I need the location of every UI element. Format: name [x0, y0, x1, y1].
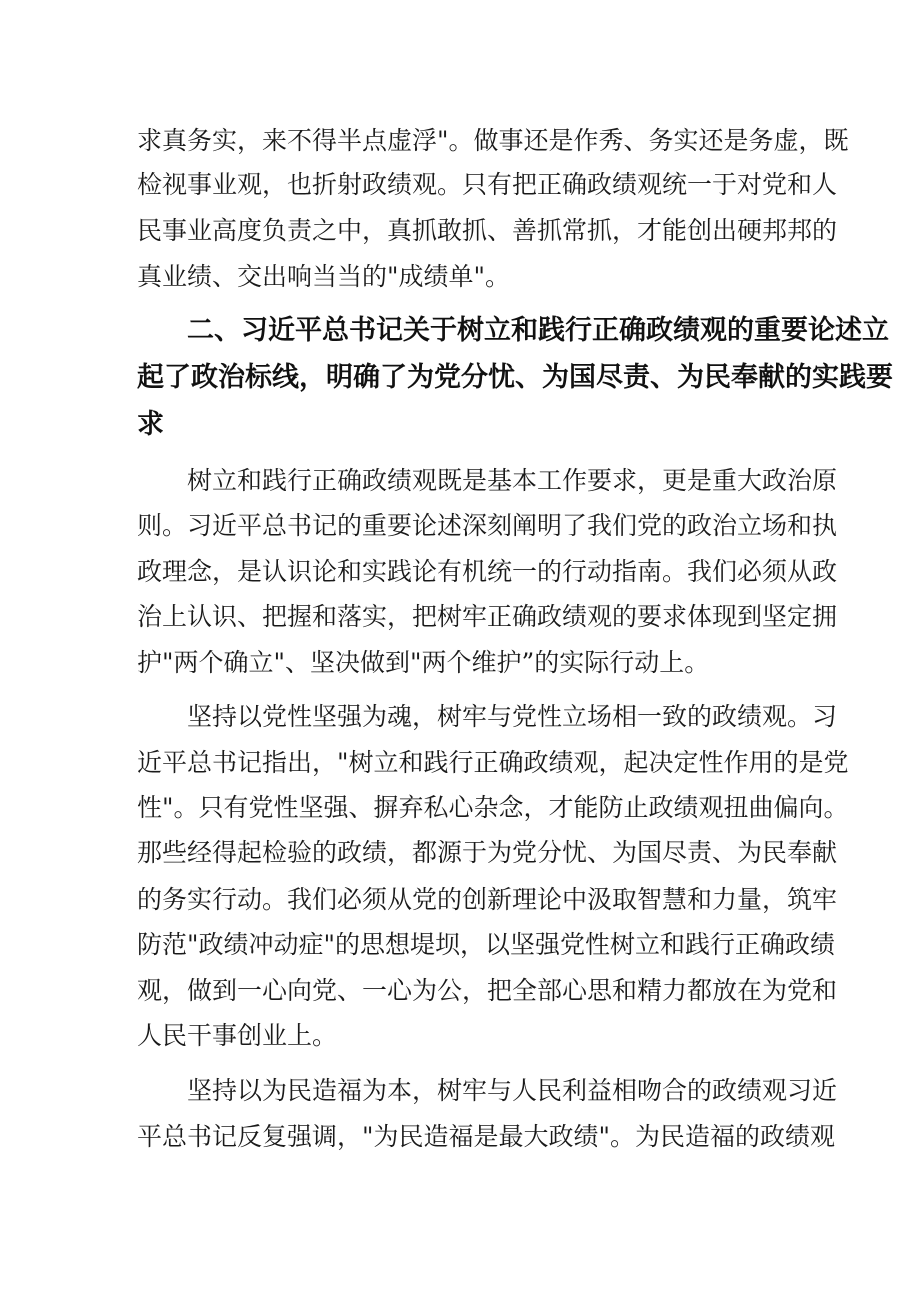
paragraph-2-line-1: 树立和践行正确政绩观既是基本工作要求，更是重大政治原 [187, 466, 838, 495]
text-line [0, 785, 920, 831]
paragraph-1-line-4: 真业绩、交出响当当的"成绩单"。 [137, 262, 510, 291]
text-line [0, 1013, 920, 1059]
text-line [0, 162, 920, 208]
text-line [0, 208, 920, 254]
text-line [0, 458, 920, 504]
text-line [0, 694, 920, 740]
section-heading-line-1: 二、习近平总书记关于树立和践行正确政绩观的重要论述立 [187, 315, 889, 346]
section-heading-line [0, 355, 920, 401]
section-heading-line-3: 求 [137, 409, 164, 440]
paragraph-3-line-4: 那些经得起检验的政绩，都源于为党分忧、为国尽责、为民奉献 [137, 838, 838, 867]
text-line [0, 740, 920, 786]
text-line [0, 830, 920, 876]
paragraph-3-line-2: 近平总书记指出，"树立和践行正确政绩观，起决定性作用的是党 [137, 748, 849, 777]
paragraph-3-line-1: 坚持以党性坚强为魂，树牢与党性立场相一致的政绩观。习 [187, 702, 838, 731]
paragraph-1-line-2: 检视事业观，也折射政绩观。只有把正确政绩观统一于对党和人 [137, 170, 838, 199]
section-heading-line [0, 402, 920, 448]
text-line [0, 549, 920, 595]
text-line [0, 877, 920, 923]
text-line [0, 503, 920, 549]
paragraph-3-line-6: 防范"政绩冲动症"的思想堤坝，以坚强党性树立和践行正确政绩 [137, 930, 836, 959]
paragraph-3-line-5: 的务实行动。我们必须从党的创新理论中汲取智慧和力量，筑牢 [137, 885, 838, 914]
section-heading-line [0, 308, 920, 354]
paragraph-3-line-3: 性"。只有党性坚强、摒弃私心杂念，才能防止政绩观扭曲偏向。 [137, 793, 849, 822]
paragraph-4-line-1: 坚持以为民造福为本，树牢与人民利益相吻合的政绩观习近 [187, 1076, 838, 1105]
paragraph-2-line-4: 治上认识、把握和落实，把树牢正确政绩观的要求体现到坚定拥 [137, 602, 838, 631]
text-line [0, 968, 920, 1014]
text-line [0, 254, 920, 300]
text-line [0, 922, 920, 968]
paragraph-1-line-3: 民事业高度负责之中，真抓敢抓、善抓常抓，才能创出硬邦邦的 [137, 216, 838, 245]
paragraph-3-line-7: 观，做到一心向党、一心为公，把全部心思和精力都放在为党和 [137, 976, 838, 1005]
paragraph-1-line-1: 求真务实，来不得半点虚浮"。做事还是作秀、务实还是务虚，既 [137, 126, 849, 155]
text-line [0, 118, 920, 164]
text-line [0, 1114, 920, 1160]
paragraph-4-line-2: 平总书记反复强调，"为民造福是最大政绩"。为民造福的政绩观 [137, 1122, 836, 1151]
paragraph-2-line-2: 则。习近平总书记的重要论述深刻阐明了我们党的政治立场和执 [137, 511, 838, 540]
section-heading-line-2: 起了政治标线，明确了为党分忧、为国尽责、为民奉献的实践要 [137, 362, 893, 393]
paragraph-2-line-5: 护"两个确立"、坚决做到"两个维护”的实际行动上。 [137, 648, 710, 677]
text-line [0, 640, 920, 686]
paragraph-2-line-3: 政理念，是认识论和实践论有机统一的行动指南。我们必须从政 [137, 557, 838, 586]
paragraph-3-line-8: 人民干事创业上。 [137, 1021, 338, 1050]
text-line [0, 1068, 920, 1114]
text-line [0, 594, 920, 640]
